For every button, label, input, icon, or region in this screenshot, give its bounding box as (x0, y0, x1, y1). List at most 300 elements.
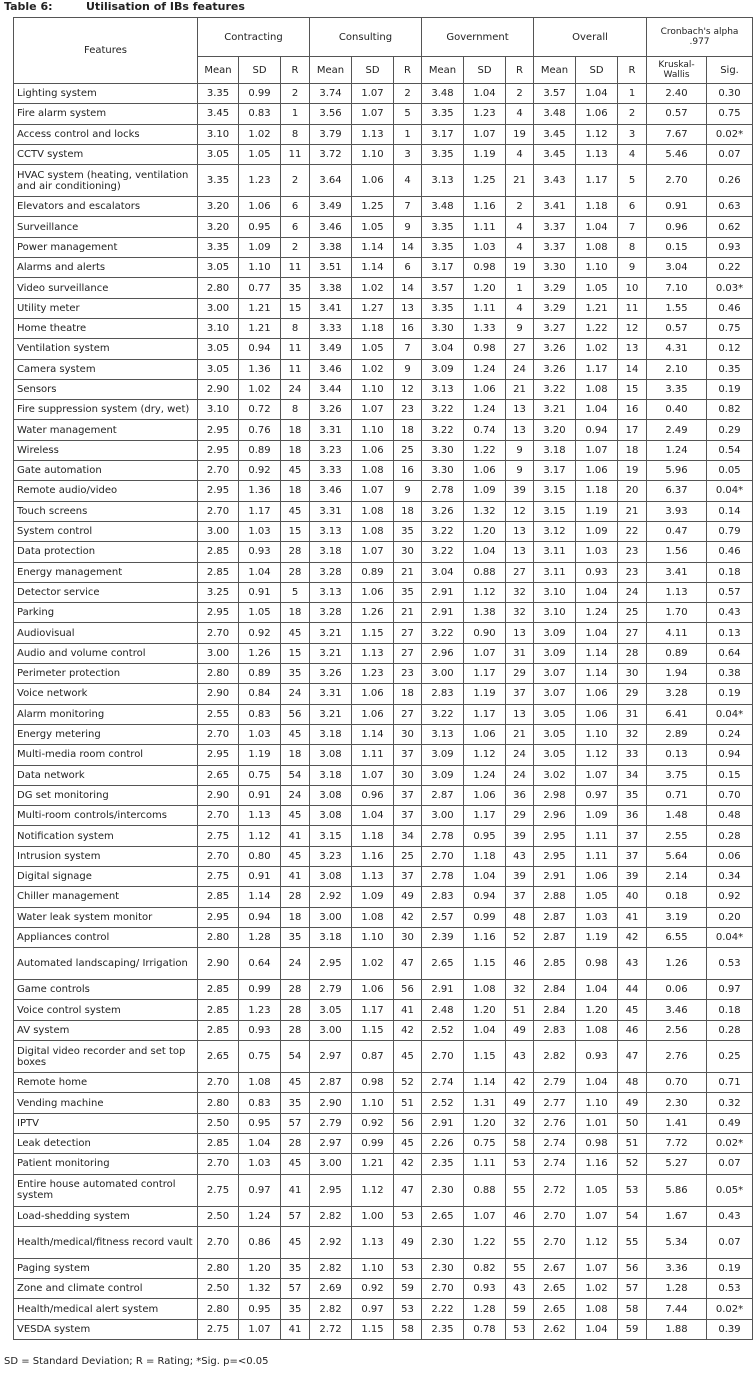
overall-mean-cell: 3.17 (534, 461, 576, 481)
consulting-sd-cell: 1.10 (352, 420, 394, 440)
feature-name-cell: HVAC system (heating, ventilation and air conditioning) (14, 165, 198, 197)
government-mean-cell: 3.17 (422, 124, 464, 144)
consulting-rating-cell: 37 (394, 866, 422, 886)
government-rating-cell: 43 (506, 1279, 534, 1299)
contracting-mean-cell: 3.45 (198, 104, 239, 124)
contracting-mean-cell: 3.10 (198, 400, 239, 420)
overall-rating-cell: 20 (618, 481, 647, 501)
government-mean-cell: 2.70 (422, 1041, 464, 1073)
consulting-rating-cell: 1 (394, 124, 422, 144)
overall-sd-cell: 1.10 (576, 258, 618, 278)
contracting-sd-cell: 1.32 (239, 1279, 281, 1299)
r-header: R (394, 57, 422, 84)
government-sd-cell: 1.12 (464, 582, 506, 602)
significance-cell: 0.05 (707, 461, 753, 481)
overall-sd-cell: 1.20 (576, 1000, 618, 1020)
consulting-sd-cell: 1.08 (352, 461, 394, 481)
contracting-sd-cell: 1.03 (239, 521, 281, 541)
contracting-sd-cell: 1.20 (239, 1258, 281, 1278)
overall-mean-cell: 2.95 (534, 846, 576, 866)
consulting-rating-cell: 53 (394, 1206, 422, 1226)
cronbach-header: Cronbach's alpha .977 (647, 18, 753, 57)
government-sd-cell: 0.93 (464, 1279, 506, 1299)
contracting-rating-cell: 41 (281, 826, 310, 846)
government-sd-cell: 1.24 (464, 359, 506, 379)
government-rating-cell: 37 (506, 887, 534, 907)
consulting-mean-cell: 3.00 (310, 907, 352, 927)
consulting-mean-cell: 3.38 (310, 278, 352, 298)
table-row (14, 1319, 753, 1339)
consulting-rating-cell: 16 (394, 318, 422, 338)
government-rating-cell: 39 (506, 826, 534, 846)
government-sd-cell: 1.08 (464, 980, 506, 1000)
consulting-mean-cell: 3.08 (310, 866, 352, 886)
table-row (14, 765, 753, 785)
table-row (14, 866, 753, 886)
feature-name-cell: Video surveillance (14, 278, 198, 298)
significance-cell: 0.46 (707, 298, 753, 318)
overall-mean-cell: 2.79 (534, 1073, 576, 1093)
government-rating-cell: 39 (506, 866, 534, 886)
overall-rating-cell: 37 (618, 826, 647, 846)
government-header: Government (422, 18, 534, 57)
government-mean-cell: 3.35 (422, 298, 464, 318)
overall-rating-cell: 35 (618, 785, 647, 805)
contracting-sd-cell: 0.95 (239, 1113, 281, 1133)
table-row (14, 907, 753, 927)
consulting-sd-cell: 1.02 (352, 948, 394, 980)
contracting-mean-cell: 2.50 (198, 1113, 239, 1133)
kruskal-wallis-cell: 0.89 (647, 643, 707, 663)
government-sd-cell: 1.32 (464, 501, 506, 521)
government-mean-cell: 3.04 (422, 562, 464, 582)
table-row (14, 501, 753, 521)
consulting-mean-cell: 3.44 (310, 379, 352, 399)
kruskal-wallis-cell: 2.76 (647, 1041, 707, 1073)
significance-cell: 0.25 (707, 1041, 753, 1073)
consulting-rating-cell: 42 (394, 1020, 422, 1040)
kruskal-wallis-cell: 3.35 (647, 379, 707, 399)
government-rating-cell: 4 (506, 104, 534, 124)
government-rating-cell: 42 (506, 1073, 534, 1093)
consulting-sd-cell: 1.07 (352, 481, 394, 501)
table-row (14, 846, 753, 866)
contracting-sd-cell: 0.95 (239, 217, 281, 237)
kruskal-wallis-cell: 2.70 (647, 165, 707, 197)
overall-sd-cell: 1.17 (576, 359, 618, 379)
government-sd-cell: 0.82 (464, 1258, 506, 1278)
overall-sd-cell: 1.13 (576, 144, 618, 164)
overall-sd-cell: 1.10 (576, 724, 618, 744)
overall-rating-cell: 28 (618, 643, 647, 663)
contracting-rating-cell: 45 (281, 1226, 310, 1258)
significance-cell: 0.28 (707, 1020, 753, 1040)
government-mean-cell: 2.91 (422, 582, 464, 602)
consulting-rating-cell: 35 (394, 521, 422, 541)
feature-name-cell: Audio and volume control (14, 643, 198, 663)
kruskal-wallis-header: Kruskal-Wallis (647, 57, 707, 84)
contracting-sd-cell: 1.21 (239, 298, 281, 318)
government-mean-cell: 2.65 (422, 948, 464, 980)
consulting-sd-cell: 1.06 (352, 165, 394, 197)
feature-name-cell: Elevators and escalators (14, 197, 198, 217)
consulting-mean-cell: 3.13 (310, 582, 352, 602)
overall-rating-cell: 53 (618, 1174, 647, 1206)
significance-cell: 0.02* (707, 1133, 753, 1153)
contracting-sd-cell: 1.24 (239, 1206, 281, 1226)
government-mean-cell: 2.30 (422, 1258, 464, 1278)
consulting-mean-cell: 3.13 (310, 521, 352, 541)
significance-cell: 0.02* (707, 124, 753, 144)
contracting-mean-cell: 2.90 (198, 379, 239, 399)
overall-sd-cell: 1.07 (576, 1258, 618, 1278)
contracting-rating-cell: 57 (281, 1113, 310, 1133)
consulting-sd-cell: 1.07 (352, 765, 394, 785)
consulting-rating-cell: 9 (394, 481, 422, 501)
feature-name-cell: DG set monitoring (14, 785, 198, 805)
contracting-rating-cell: 45 (281, 623, 310, 643)
contracting-rating-cell: 11 (281, 144, 310, 164)
contracting-sd-cell: 1.17 (239, 501, 281, 521)
contracting-rating-cell: 45 (281, 1154, 310, 1174)
overall-rating-cell: 43 (618, 948, 647, 980)
government-sd-cell: 1.22 (464, 440, 506, 460)
table-row (14, 1073, 753, 1093)
table-row (14, 785, 753, 805)
consulting-rating-cell: 37 (394, 745, 422, 765)
consulting-sd-cell: 0.92 (352, 1279, 394, 1299)
mean-header: Mean (534, 57, 576, 84)
government-mean-cell: 3.48 (422, 84, 464, 104)
government-mean-cell: 3.35 (422, 237, 464, 257)
feature-name-cell: Data protection (14, 542, 198, 562)
kruskal-wallis-cell: 0.15 (647, 237, 707, 257)
table-row (14, 826, 753, 846)
consulting-sd-cell: 0.97 (352, 1299, 394, 1319)
overall-mean-cell: 2.67 (534, 1258, 576, 1278)
overall-sd-cell: 1.06 (576, 461, 618, 481)
overall-sd-cell: 1.14 (576, 643, 618, 663)
contracting-rating-cell: 2 (281, 165, 310, 197)
government-mean-cell: 3.26 (422, 501, 464, 521)
contracting-rating-cell: 8 (281, 400, 310, 420)
overall-mean-cell: 2.65 (534, 1299, 576, 1319)
contracting-sd-cell: 0.92 (239, 623, 281, 643)
consulting-rating-cell: 30 (394, 765, 422, 785)
kruskal-wallis-cell: 5.86 (647, 1174, 707, 1206)
sd-header: SD (464, 57, 506, 84)
contracting-sd-cell: 0.99 (239, 84, 281, 104)
table-row (14, 237, 753, 257)
government-sd-cell: 1.06 (464, 379, 506, 399)
government-mean-cell: 2.91 (422, 603, 464, 623)
contracting-rating-cell: 11 (281, 359, 310, 379)
consulting-sd-cell: 1.10 (352, 379, 394, 399)
overall-rating-cell: 4 (618, 144, 647, 164)
consulting-rating-cell: 14 (394, 237, 422, 257)
overall-mean-cell: 3.21 (534, 400, 576, 420)
overall-sd-cell: 1.19 (576, 501, 618, 521)
government-sd-cell: 1.06 (464, 724, 506, 744)
consulting-sd-cell: 1.15 (352, 1319, 394, 1339)
contracting-rating-cell: 45 (281, 1073, 310, 1093)
overall-sd-cell: 1.11 (576, 826, 618, 846)
government-rating-cell: 55 (506, 1258, 534, 1278)
table-row (14, 1000, 753, 1020)
overall-sd-cell: 1.06 (576, 704, 618, 724)
consulting-rating-cell: 23 (394, 664, 422, 684)
consulting-mean-cell: 3.23 (310, 440, 352, 460)
overall-mean-cell: 3.11 (534, 562, 576, 582)
kruskal-wallis-cell: 3.28 (647, 684, 707, 704)
consulting-mean-cell: 3.64 (310, 165, 352, 197)
table-row (14, 1113, 753, 1133)
feature-name-cell: VESDA system (14, 1319, 198, 1339)
overall-mean-cell: 2.95 (534, 826, 576, 846)
significance-cell: 0.54 (707, 440, 753, 460)
consulting-mean-cell: 3.74 (310, 84, 352, 104)
government-rating-cell: 21 (506, 724, 534, 744)
overall-rating-cell: 21 (618, 501, 647, 521)
consulting-sd-cell: 1.14 (352, 724, 394, 744)
overall-rating-cell: 32 (618, 724, 647, 744)
consulting-mean-cell: 2.95 (310, 948, 352, 980)
contracting-rating-cell: 6 (281, 217, 310, 237)
consulting-sd-cell: 1.10 (352, 144, 394, 164)
overall-sd-cell: 1.16 (576, 1154, 618, 1174)
overall-rating-cell: 19 (618, 461, 647, 481)
government-sd-cell: 1.06 (464, 461, 506, 481)
contracting-mean-cell: 2.95 (198, 440, 239, 460)
kruskal-wallis-cell: 2.55 (647, 826, 707, 846)
consulting-sd-cell: 0.96 (352, 785, 394, 805)
feature-name-cell: Paging system (14, 1258, 198, 1278)
government-sd-cell: 1.38 (464, 603, 506, 623)
government-mean-cell: 2.70 (422, 1279, 464, 1299)
consulting-sd-cell: 1.16 (352, 846, 394, 866)
consulting-rating-cell: 34 (394, 826, 422, 846)
overall-rating-cell: 37 (618, 846, 647, 866)
contracting-rating-cell: 15 (281, 521, 310, 541)
contracting-sd-cell: 1.05 (239, 603, 281, 623)
overall-rating-cell: 16 (618, 400, 647, 420)
overall-rating-cell: 8 (618, 237, 647, 257)
table-caption (4, 0, 245, 14)
significance-cell: 0.92 (707, 887, 753, 907)
overall-mean-cell: 3.11 (534, 542, 576, 562)
kruskal-wallis-cell: 0.71 (647, 785, 707, 805)
significance-cell: 0.46 (707, 542, 753, 562)
government-mean-cell: 3.30 (422, 461, 464, 481)
overall-sd-cell: 0.94 (576, 420, 618, 440)
table-row (14, 278, 753, 298)
kruskal-wallis-cell: 2.14 (647, 866, 707, 886)
overall-mean-cell: 2.70 (534, 1206, 576, 1226)
contracting-mean-cell: 2.70 (198, 461, 239, 481)
consulting-mean-cell: 2.79 (310, 980, 352, 1000)
government-mean-cell: 3.22 (422, 704, 464, 724)
kruskal-wallis-cell: 3.46 (647, 1000, 707, 1020)
kruskal-wallis-cell: 0.70 (647, 1073, 707, 1093)
consulting-mean-cell: 2.87 (310, 1073, 352, 1093)
table-row (14, 197, 753, 217)
consulting-rating-cell: 14 (394, 278, 422, 298)
significance-cell: 0.18 (707, 1000, 753, 1020)
consulting-mean-cell: 3.21 (310, 704, 352, 724)
contracting-mean-cell: 2.70 (198, 724, 239, 744)
overall-sd-cell: 1.21 (576, 298, 618, 318)
kruskal-wallis-cell: 5.64 (647, 846, 707, 866)
government-rating-cell: 2 (506, 197, 534, 217)
consulting-rating-cell: 27 (394, 623, 422, 643)
table-row (14, 1299, 753, 1319)
kruskal-wallis-cell: 7.67 (647, 124, 707, 144)
table-row (14, 1093, 753, 1113)
consulting-rating-cell: 3 (394, 144, 422, 164)
mean-header: Mean (198, 57, 239, 84)
table-row (14, 1279, 753, 1299)
overall-mean-cell: 2.87 (534, 907, 576, 927)
government-mean-cell: 3.09 (422, 765, 464, 785)
significance-cell: 0.30 (707, 84, 753, 104)
consulting-sd-cell: 1.14 (352, 258, 394, 278)
contracting-sd-cell: 0.83 (239, 1093, 281, 1113)
overall-sd-cell: 1.04 (576, 1319, 618, 1339)
consulting-sd-cell: 1.06 (352, 582, 394, 602)
government-rating-cell: 1 (506, 278, 534, 298)
contracting-sd-cell: 0.95 (239, 1299, 281, 1319)
consulting-sd-cell: 1.13 (352, 124, 394, 144)
government-rating-cell: 43 (506, 846, 534, 866)
consulting-sd-cell: 1.06 (352, 704, 394, 724)
government-sd-cell: 1.19 (464, 684, 506, 704)
overall-sd-cell: 1.02 (576, 339, 618, 359)
significance-cell: 0.64 (707, 643, 753, 663)
table-row (14, 104, 753, 124)
contracting-sd-cell: 1.23 (239, 165, 281, 197)
consulting-mean-cell: 2.97 (310, 1041, 352, 1073)
government-rating-cell: 4 (506, 298, 534, 318)
table-row (14, 1133, 753, 1153)
feature-name-cell: Automated landscaping/ Irrigation (14, 948, 198, 980)
overall-sd-cell: 1.07 (576, 440, 618, 460)
significance-cell: 0.43 (707, 603, 753, 623)
consulting-rating-cell: 53 (394, 1299, 422, 1319)
contracting-rating-cell: 28 (281, 1000, 310, 1020)
contracting-sd-cell: 1.03 (239, 1154, 281, 1174)
contracting-sd-cell: 1.06 (239, 197, 281, 217)
overall-rating-cell: 7 (618, 217, 647, 237)
government-mean-cell: 2.78 (422, 866, 464, 886)
contracting-rating-cell: 2 (281, 237, 310, 257)
government-rating-cell: 24 (506, 359, 534, 379)
contracting-rating-cell: 35 (281, 927, 310, 947)
overall-rating-cell: 6 (618, 197, 647, 217)
overall-mean-cell: 3.37 (534, 217, 576, 237)
government-rating-cell: 4 (506, 237, 534, 257)
government-sd-cell: 0.88 (464, 1174, 506, 1206)
consulting-mean-cell: 3.15 (310, 826, 352, 846)
overall-mean-cell: 3.27 (534, 318, 576, 338)
significance-cell: 0.49 (707, 1113, 753, 1133)
government-mean-cell: 3.35 (422, 104, 464, 124)
consulting-rating-cell: 49 (394, 887, 422, 907)
contracting-mean-cell: 3.05 (198, 258, 239, 278)
overall-sd-cell: 1.22 (576, 318, 618, 338)
consulting-mean-cell: 3.72 (310, 144, 352, 164)
table-row (14, 1154, 753, 1174)
r-header: R (281, 57, 310, 84)
contracting-rating-cell: 24 (281, 684, 310, 704)
feature-name-cell: Intrusion system (14, 846, 198, 866)
table-row (14, 420, 753, 440)
consulting-mean-cell: 2.82 (310, 1206, 352, 1226)
government-mean-cell: 2.74 (422, 1073, 464, 1093)
table-row (14, 927, 753, 947)
overall-mean-cell: 2.65 (534, 1279, 576, 1299)
consulting-rating-cell: 27 (394, 643, 422, 663)
government-rating-cell: 31 (506, 643, 534, 663)
government-sd-cell: 0.90 (464, 623, 506, 643)
contracting-mean-cell: 2.95 (198, 745, 239, 765)
contracting-rating-cell: 45 (281, 461, 310, 481)
government-rating-cell: 36 (506, 785, 534, 805)
overall-rating-cell: 23 (618, 562, 647, 582)
mean-header: Mean (422, 57, 464, 84)
significance-cell: 0.79 (707, 521, 753, 541)
consulting-rating-cell: 5 (394, 104, 422, 124)
consulting-rating-cell: 45 (394, 1133, 422, 1153)
table-row (14, 359, 753, 379)
significance-cell: 0.07 (707, 1226, 753, 1258)
overall-mean-cell: 2.82 (534, 1041, 576, 1073)
overall-rating-cell: 29 (618, 684, 647, 704)
overall-mean-cell: 3.10 (534, 603, 576, 623)
table-number: Table 6: (4, 0, 53, 13)
contracting-mean-cell: 2.90 (198, 785, 239, 805)
overall-mean-cell: 2.74 (534, 1133, 576, 1153)
government-mean-cell: 3.22 (422, 521, 464, 541)
government-rating-cell: 24 (506, 745, 534, 765)
overall-mean-cell: 3.37 (534, 237, 576, 257)
consulting-rating-cell: 52 (394, 1073, 422, 1093)
consulting-rating-cell: 25 (394, 846, 422, 866)
overall-rating-cell: 34 (618, 765, 647, 785)
government-mean-cell: 2.48 (422, 1000, 464, 1020)
overall-mean-cell: 3.43 (534, 165, 576, 197)
overall-rating-cell: 44 (618, 980, 647, 1000)
consulting-sd-cell: 1.10 (352, 927, 394, 947)
government-rating-cell: 19 (506, 124, 534, 144)
overall-mean-cell: 2.84 (534, 980, 576, 1000)
consulting-sd-cell: 1.18 (352, 318, 394, 338)
consulting-sd-cell: 1.04 (352, 806, 394, 826)
consulting-rating-cell: 30 (394, 927, 422, 947)
overall-sd-cell: 0.93 (576, 562, 618, 582)
government-rating-cell: 9 (506, 461, 534, 481)
government-rating-cell: 13 (506, 521, 534, 541)
table-row (14, 379, 753, 399)
consulting-mean-cell: 3.79 (310, 124, 352, 144)
consulting-rating-cell: 37 (394, 806, 422, 826)
overall-rating-cell: 5 (618, 165, 647, 197)
overall-sd-cell: 1.10 (576, 1093, 618, 1113)
government-rating-cell: 49 (506, 1093, 534, 1113)
contracting-rating-cell: 18 (281, 603, 310, 623)
overall-mean-cell: 3.15 (534, 501, 576, 521)
feature-name-cell: Sensors (14, 379, 198, 399)
consulting-mean-cell: 3.00 (310, 1154, 352, 1174)
